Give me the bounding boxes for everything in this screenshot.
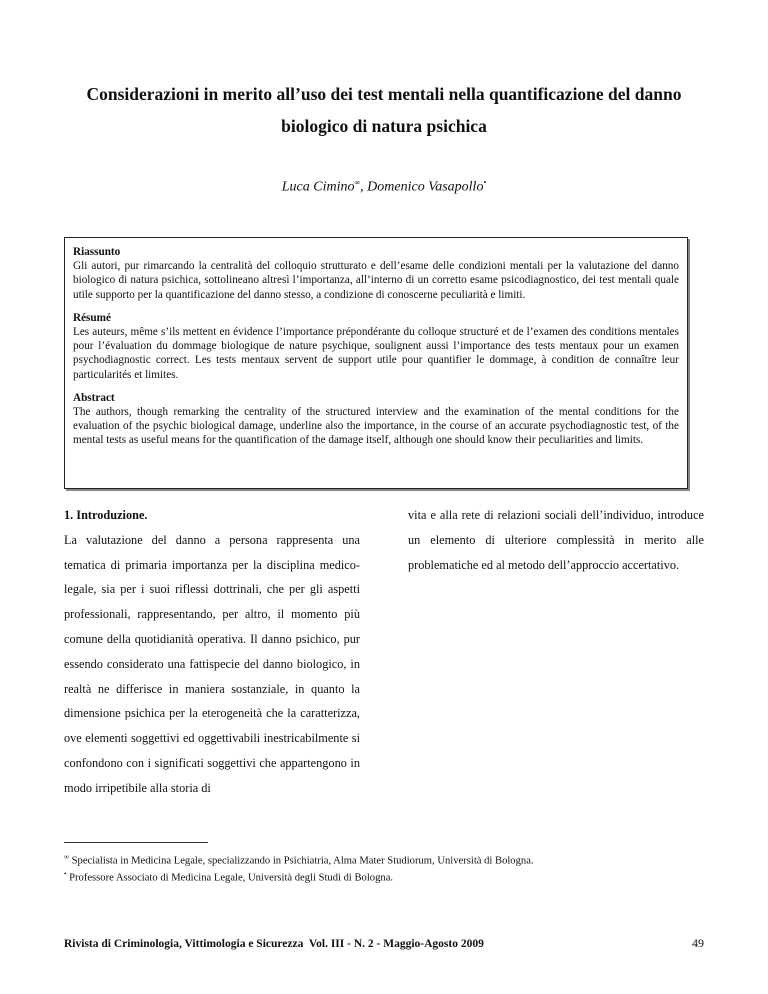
abstract-section-italian	[73, 245, 679, 302]
abstract-section-english	[73, 391, 679, 448]
footnote-mark: ∞	[64, 853, 69, 861]
author-affiliation-mark: •	[483, 178, 487, 187]
abstract-text: Les auteurs, même s’ils mettent en évidence l’importance prépondérante du colloque structuré et de l’examen des conditions mentales pour l’évaluation du dommage biologique de nature psychique, soulignent aussi l’importance des tests mentaux pour un examen psychodiagnostic correct. Les tests mentaux servent de support utile pour quantifier le dommage, à condition de connaître leur particularités et limites.	[73, 326, 679, 381]
section-heading: 1. Introduzione.	[64, 508, 148, 522]
author-name: Luca Cimino	[281, 179, 355, 195]
abstract-section-french	[73, 311, 679, 382]
author-affiliation-mark: ∞	[354, 178, 361, 187]
author-name: Domenico Vasapollo	[367, 179, 484, 195]
body-column-right	[408, 503, 704, 577]
body-paragraph: La valutazione del danno a persona rappresenta una tematica di primaria importanza per la disciplina medico-legale, sia per i suoi riflessi dottrinali, che per gli aspetti professionali, rappresentando, per altro, il momento più comune della quotidianità operativa. Il danno psichico, pur essendo considerato una fattispecie del danno biologico, in realtà ne differisce in maniera sostanziale, in quanto la dimensione psichica per la eterogeneità che la caratterizza, ove elementi soggettivi ed oggettivabili inestricabilmente si confondono con i significati soggettivi che appartengono in modo irripetibile alla storia di	[64, 532, 360, 795]
author-line	[0, 178, 768, 196]
abstract-text: Gli autori, pur rimarcando la centralità del colloquio strutturato e dell’esame delle condizioni mentali per la valutazione del danno biologico di natura psichica, sottolineano altresì l’importanza, all’interno di un corretto esame psicodiagnostico, dei test mentali quale utile supporto per la quantificazione del danno stesso, a condizione di conoscerne peculiarità e limiti.	[73, 260, 679, 301]
abstract-heading: Résumé	[73, 311, 111, 324]
abstract-heading: Abstract	[73, 391, 115, 404]
journal-footer: Rivista di Criminologia, Vittimologia e Sicurezza Vol. III - N. 2 - Maggio-Agosto 2009	[64, 938, 484, 950]
body-column-left	[64, 503, 360, 801]
page-number: 49	[692, 936, 704, 950]
footnote-divider	[64, 842, 208, 843]
footnote	[64, 868, 724, 885]
footnotes	[64, 851, 724, 884]
footnote-mark: •	[64, 869, 67, 878]
abstract-text: The authors, though remarking the centrality of the structured interview and the examination of the mental conditions for the evaluation of the psychic biological damage, underline also the importance, in the course of an accurate psychodiagnostic test, of the mental tests as useful means for the quantification of the damage itself, although one should know their peculiarities and limits.	[73, 406, 679, 447]
article-title: Considerazioni in merito all’uso dei test mentali nella quantificazione del danno biologico di natura psichica	[86, 84, 682, 136]
footnote-text: Professore Associato di Medicina Legale, Università degli Studi di Bologna.	[69, 872, 394, 884]
abstract-box	[64, 237, 688, 489]
author-separator: ,	[360, 179, 368, 195]
footnote-text: Specialista in Medicina Legale, specializzando in Psichiatria, Alma Mater Studiorum, Università di Bologna.	[71, 855, 534, 867]
abstract-heading: Riassunto	[73, 246, 121, 258]
body-paragraph: vita e alla rete di relazioni sociali dell’individuo, introduce un elemento di ulteriore complessità in merito alle problematiche ed al metodo dell’approccio accertativo.	[408, 508, 704, 572]
footnote	[64, 851, 724, 868]
